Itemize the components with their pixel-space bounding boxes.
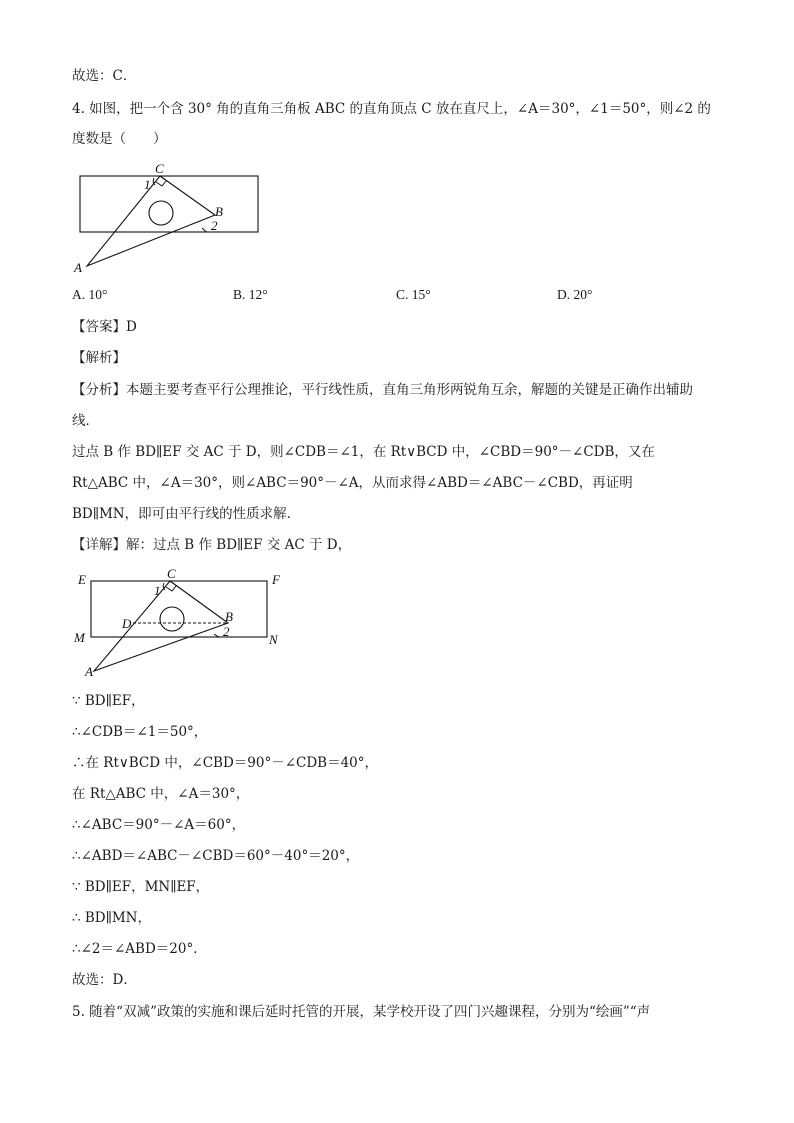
analysis-line4: Rt△ABC 中，∠A＝30°，则∠ABC＝90°－∠A，从而求得∠ABD＝∠ABC－∠CBD，再证明 <box>72 475 633 491</box>
option-d: D. 20° <box>557 287 593 302</box>
label-1: 1 <box>144 177 151 192</box>
triangle-hole <box>160 607 184 631</box>
label-b: B <box>215 204 223 219</box>
option-a: A. 10° <box>72 287 108 302</box>
answer-line: 【答案】D <box>72 319 137 335</box>
step-4: 在 Rt△ABC 中，∠A＝30°， <box>72 786 250 802</box>
analysis-line3: 过点 B 作 BD∥EF 交 AC 于 D，则∠CDB＝∠1，在 Rt∨BCD 中，∠CBD＝90°－∠CDB，又在 <box>72 444 655 460</box>
step-2: ∴∠CDB＝∠1＝50°， <box>72 724 208 740</box>
prev-answer: 故选：C． <box>72 68 137 84</box>
label-n: N <box>269 632 278 647</box>
triangle-abc <box>94 581 228 671</box>
triangle-abc <box>87 176 215 266</box>
step-5: ∴∠ABC＝90°－∠A＝60°， <box>72 817 246 833</box>
label-e: E <box>78 572 86 587</box>
triangle-hole <box>149 201 173 225</box>
angle-2-arc <box>202 228 207 232</box>
label-m: M <box>74 630 85 645</box>
step-9: ∴∠2＝∠ABD＝20°． <box>72 941 207 957</box>
label-b: B <box>225 609 233 624</box>
detail-intro: 【详解】解：过点 B 作 BD∥EF 交 AC 于 D， <box>72 537 352 553</box>
label-c: C <box>155 161 164 176</box>
label-1: 1 <box>154 583 161 598</box>
step-1: ∵ BD∥EF， <box>72 693 145 709</box>
label-f: F <box>272 572 280 587</box>
question-4-stem-line2: 度数是（ ） <box>72 131 167 147</box>
figure-2-solution <box>70 562 300 682</box>
label-a: A <box>85 664 93 679</box>
analysis-line1: 【分析】本题主要考查平行公理推论，平行线性质，直角三角形两锐角互余，解题的关键是正确作出辅助 <box>72 382 693 398</box>
analysis-line5: BD∥MN，即可由平行线的性质求解． <box>72 506 301 522</box>
figure-1-ruler-triangle <box>60 155 280 280</box>
step-8: ∴ BD∥MN， <box>72 910 151 926</box>
final-answer: 故选：D． <box>72 972 137 988</box>
question-4-stem-line1: 4. 如图，把一个含 30° 角的直角三角板 ABC 的直角顶点 C 放在直尺上，∠A＝30°，∠1＝50°，则∠2 的 <box>72 101 711 117</box>
analysis-line2: 线． <box>72 413 99 429</box>
option-b: B. 12° <box>233 287 268 302</box>
angle-1-arc <box>153 178 155 185</box>
analysis-heading: 【解析】 <box>72 350 126 366</box>
right-angle-mark <box>166 586 176 591</box>
label-2: 2 <box>211 218 218 233</box>
step-6: ∴∠ABD＝∠ABC－∠CBD＝60°－40°＝20°， <box>72 848 360 864</box>
label-c: C <box>167 566 176 581</box>
option-c: C. 15° <box>396 287 431 302</box>
step-3: ∴在 Rt∨BCD 中，∠CBD＝90°－∠CDB＝40°， <box>72 755 379 771</box>
label-a: A <box>74 260 82 275</box>
label-2: 2 <box>223 624 230 639</box>
question-5-stem-line1: 5. 随着“双减”政策的实施和课后延时托管的开展，某学校开设了四门兴趣课程，分别为“绘画”“声 <box>72 1004 651 1020</box>
label-d: D <box>122 616 132 631</box>
right-angle-mark <box>156 181 166 186</box>
step-7: ∵ BD∥EF，MN∥EF， <box>72 879 210 895</box>
